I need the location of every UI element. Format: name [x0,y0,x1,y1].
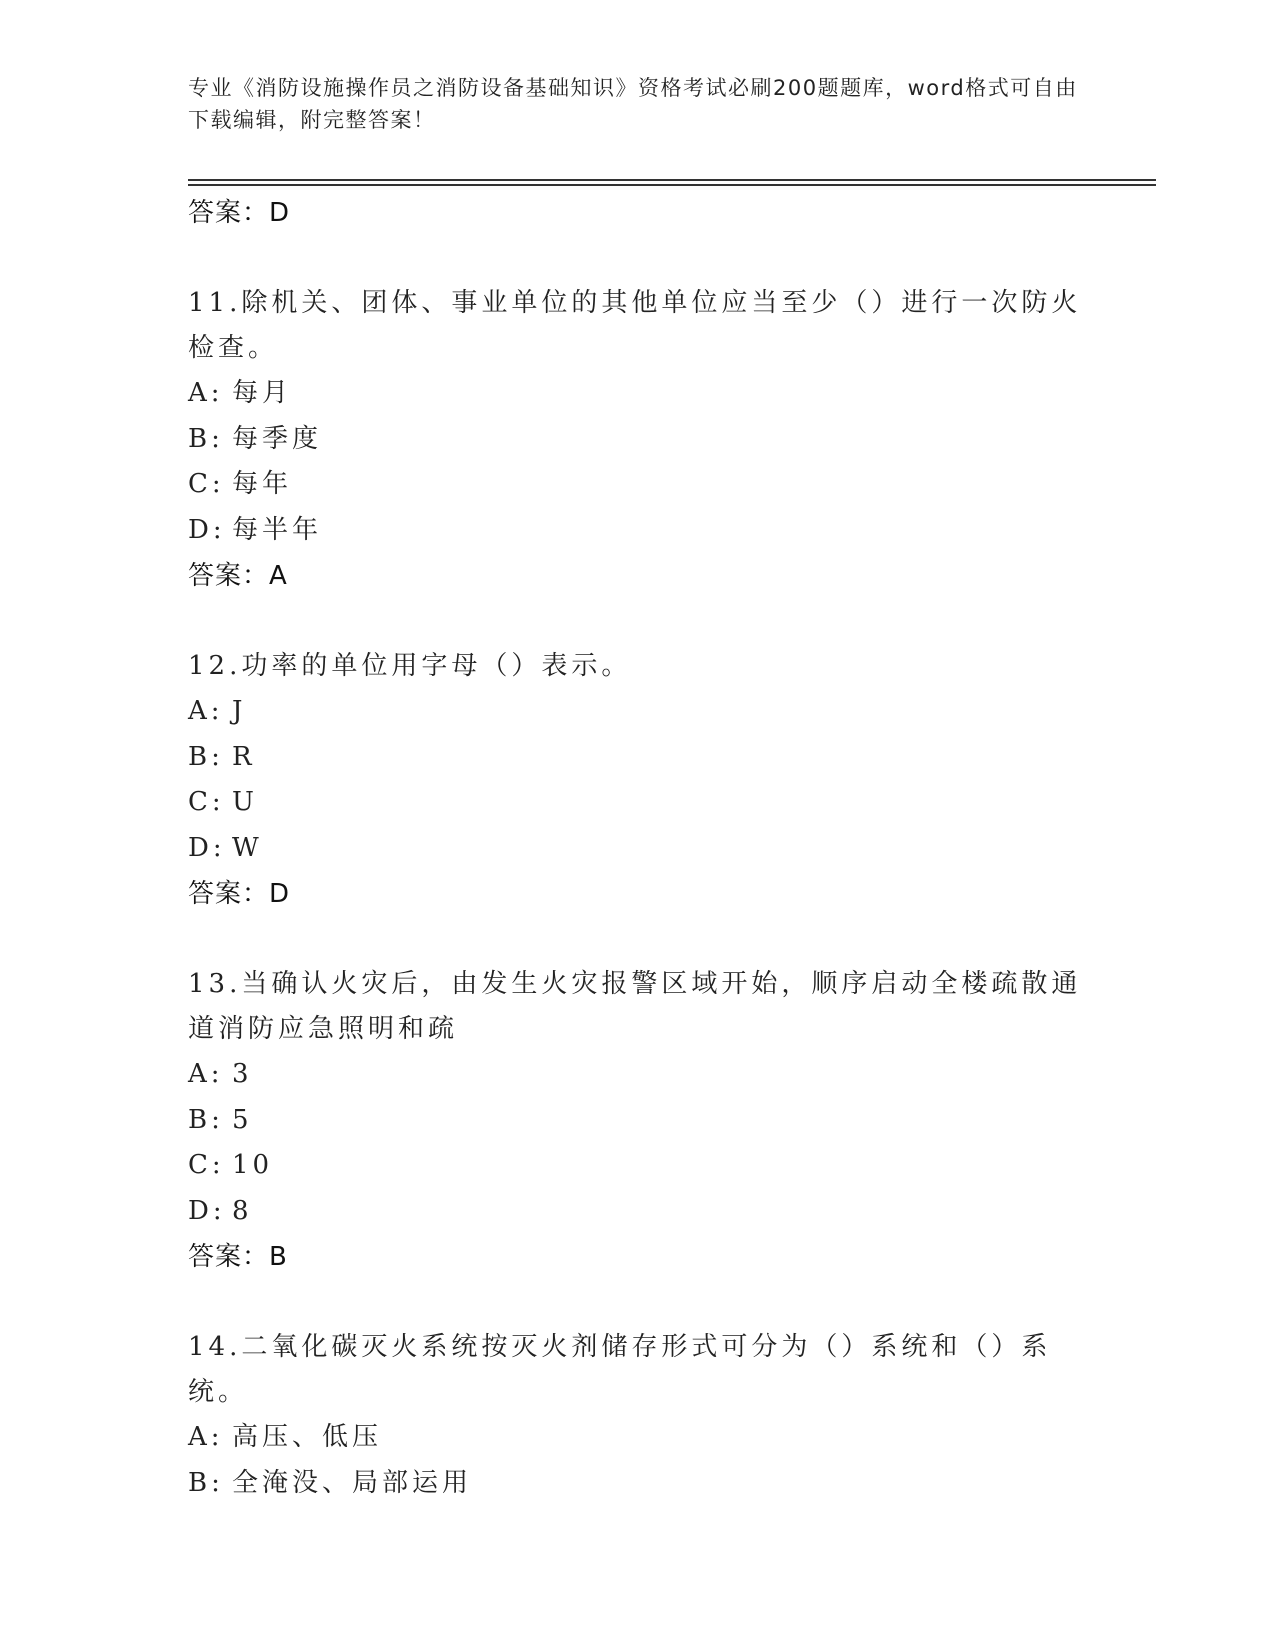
option-key: B: [188,741,224,772]
spacer [188,917,1088,962]
option-text: 8 [232,1195,253,1226]
option-text: U [232,787,258,817]
option-key: A: [188,378,224,408]
spacer [188,599,1088,644]
option-c [188,780,1088,826]
option-b [188,1461,1088,1507]
option-key: C: [188,469,225,499]
option-c [188,462,1088,508]
question-text: 14.二氧化碳灭火系统按灭火剂储存形式可分为（）系统和（）系统。 [188,1332,1052,1407]
header-divider-second [188,184,1156,186]
answer-line: 答案：A [188,561,288,591]
option-key: B: [188,1467,224,1498]
option-d [188,508,1088,554]
option-text: 每月 [232,378,293,408]
option-text: 每半年 [232,514,323,545]
option-key: A: [188,1422,224,1452]
question-block [188,1325,1088,1506]
option-key: A: [188,696,224,726]
question-text: 12.功率的单位用字母（）表示。 [188,651,632,681]
header-divider [188,179,1156,181]
option-text: R [232,741,256,772]
option-a [188,1052,1088,1098]
option-text: W [232,832,263,863]
option-text: J [232,696,247,726]
question-block [188,962,1088,1280]
option-b [188,1098,1088,1144]
question-block [188,644,1088,917]
option-key: B: [188,1104,224,1135]
option-key: D: [188,514,226,545]
answer-line: 答案：B [188,1242,288,1272]
option-d [188,1189,1088,1235]
question-list [188,190,1088,1506]
option-a [188,1415,1088,1461]
option-key: B: [188,423,224,454]
option-d [188,826,1088,872]
answer-line: 答案：D [188,879,291,909]
option-a [188,371,1088,417]
option-b [188,417,1088,463]
option-text: 高压、低压 [232,1422,383,1452]
option-text: 每年 [232,469,293,499]
option-text: 5 [232,1104,253,1135]
option-text: 全淹没、局部运用 [232,1467,473,1498]
option-text: 3 [232,1059,253,1089]
option-key: C: [188,787,225,817]
question-text: 13.当确认火灾后，由发生火灾报警区域开始，顺序启动全楼疏散通道消防应急照明和疏 [188,969,1082,1044]
option-key: D: [188,832,226,863]
option-text: 每季度 [232,423,323,454]
document-header: 专业《消防设施操作员之消防设备基础知识》资格考试必刷200题题库，word格式可自由下载编辑，附完整答案！ [188,76,1078,132]
option-key: C: [188,1150,225,1180]
option-a [188,689,1088,735]
option-key: A: [188,1059,224,1089]
option-key: D: [188,1195,226,1226]
question-block [188,281,1088,599]
option-text: 10 [232,1150,274,1180]
answer-line: 答案：D [188,198,291,228]
spacer [188,1280,1088,1325]
option-c [188,1143,1088,1189]
option-b [188,735,1088,781]
question-text: 11.除机关、团体、事业单位的其他单位应当至少（）进行一次防火检查。 [188,288,1082,363]
spacer [188,236,1088,281]
